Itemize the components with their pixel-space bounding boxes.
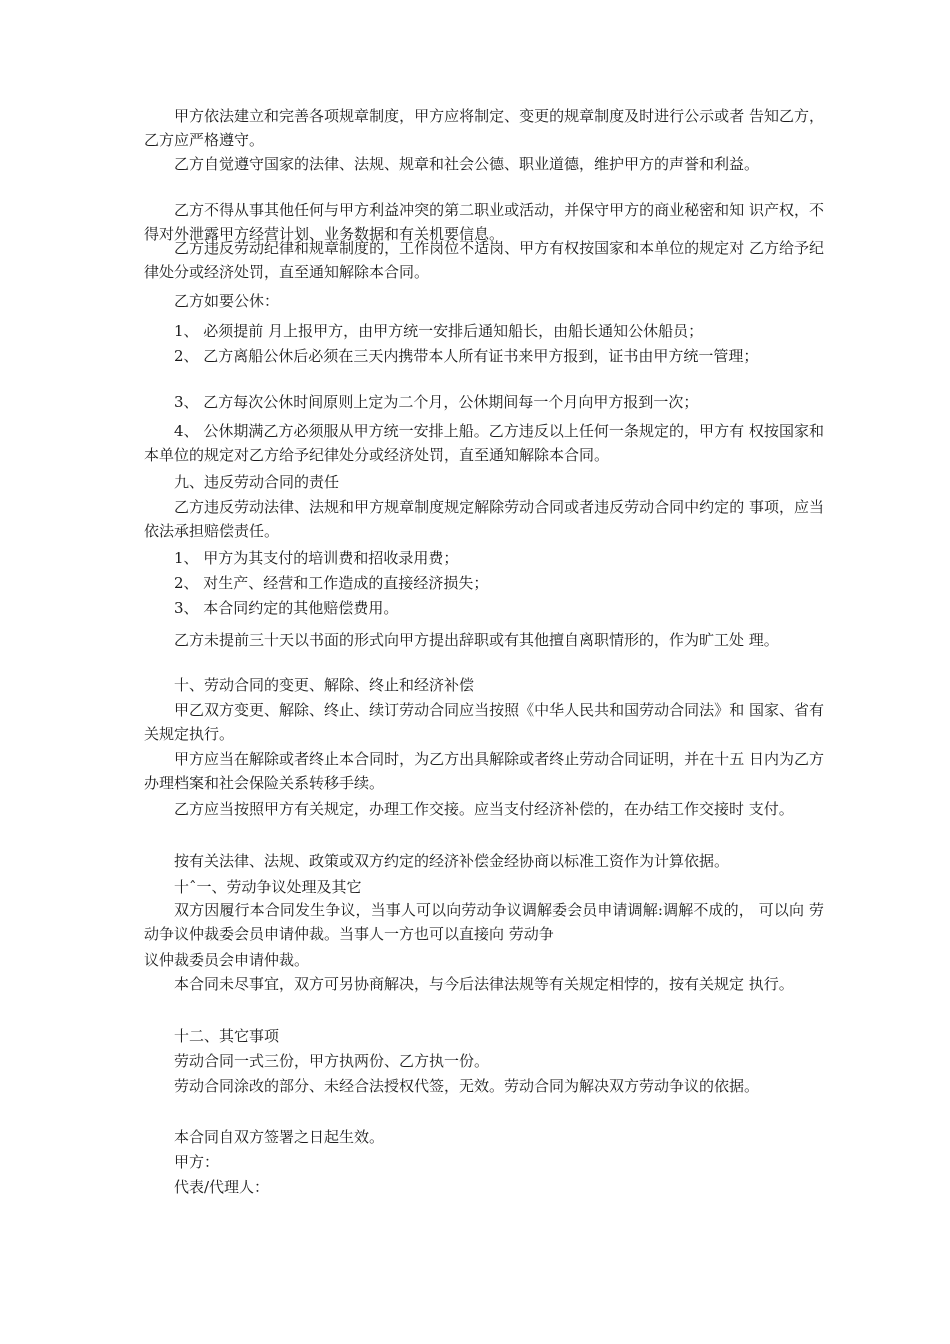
list-item-leave-2: 2、 乙方离船公休后必须在三天内携带本人所有证书来甲方报到，证书由甲方统一管理； [174,347,759,365]
section-heading-12: 十二、其它事项 [174,1027,280,1045]
signature-representative: 代表/代理人： [174,1178,270,1196]
paragraph-leave-heading: 乙方如要公休： [174,292,280,310]
paragraph-obey-laws: 乙方自觉遵守国家的法律、法规、规章和社会公德、职业道德，维护甲方的声誉和利益。 [174,155,760,173]
paragraph-handover: 乙方应当按照甲方有关规定，办理工作交接。应当支付经济补偿的，在办结工作交接时 支付。 [174,800,794,818]
paragraph-compensation-basis: 按有关法律、法规、政策或双方约定的经济补偿金经协商以标准工资作为计算依据。 [174,852,730,870]
paragraph-liability: 乙方违反劳动法律、法规和甲方规章制度规定解除劳动合同或者违反劳动合同中约定的 事项，应当依法承担赔偿责任。 [144,498,824,540]
paragraph-unfinished-matters: 本合同未尽事宜，双方可另协商解决，与今后法律法规等有关规定相悖的，按有关规定 执行。 [174,975,794,993]
section-heading-11: 十ˆ一、劳动争议处理及其它 [174,878,362,896]
paragraph-dispute: 双方因履行本合同发生争议，当事人可以向劳动争议调解委会员申请调解:调解不成的， 可以向 劳动争议仲裁委会员申请仲裁。当事人一方也可以直接向 劳动争 [144,901,824,943]
signature-party-a: 甲方： [174,1153,220,1171]
paragraph-copies: 劳动合同一式三份，甲方执两份、乙方执一份。 [174,1052,490,1070]
paragraph-effective: 本合同自双方签署之日起生效。 [174,1128,385,1146]
list-item-leave-1: 1、 必须提前 月上报甲方，由甲方统一安排后通知船长，由船长通知公休船员； [174,322,704,340]
paragraph-alterations: 劳动合同涂改的部分、未经合法授权代签，无效。劳动合同为解决双方劳动争议的依据。 [174,1077,760,1095]
paragraph-no-side-job: 乙方不得从事其他任何与甲方利益冲突的第二职业或活动，并保守甲方的商业秘密和知 识产权，不得对外泄露甲方经营计划、业务数据和有关机要信息。 [144,201,824,243]
list-item-leave-3: 3、 乙方每次公休时间原则上定为二个月，公休期间每一个月向甲方报到一次； [174,393,699,411]
list-item-liability-2: 2、 对生产、经营和工作造成的直接经济损失； [174,574,489,592]
list-item-liability-1: 1、 甲方为其支付的培训费和招收录用费； [174,549,459,567]
section-heading-10: 十、劳动合同的变更、解除、终止和经济补偿 [174,676,475,694]
list-item-liability-3: 3、 本合同约定的其他赔偿费用。 [174,599,399,617]
paragraph-termination-cert: 甲方应当在解除或者终止本合同时，为乙方出具解除或者终止劳动合同证明，并在十五 日内为乙方办理档案和社会保险关系转移手续。 [144,750,824,792]
section-heading-9: 九、违反劳动合同的责任 [174,473,340,491]
paragraph-rules-disclosure: 甲方依法建立和完善各项规章制度，甲方应将制定、变更的规章制度及时进行公示或者 告知乙方，乙方应严格遵守。 [144,107,824,149]
paragraph-discipline: 乙方违反劳动纪律和规章制度的，工作岗位不适岗、甲方有权按国家和本单位的规定对 乙方给予纪律处分或经济处罚，直至通知解除本合同。 [144,239,824,281]
paragraph-dispute-cont: 议仲裁委员会申请仲裁。 [144,951,310,969]
paragraph-contract-change: 甲乙双方变更、解除、终止、续订劳动合同应当按照《中华人民共和国劳动合同法》和 国家、省有关规定执行。 [144,701,824,743]
list-item-leave-4: 4、 公休期满乙方必须服从甲方统一安排上船。乙方违反以上任何一条规定的，甲方有 权按国家和本单位的规定对乙方给予纪律处分或经济处罚，直至通知解除本合同。 [144,422,824,464]
paragraph-absenteeism: 乙方未提前三十天以书面的形式向甲方提出辞职或有其他擅自离职情形的，作为旷工处 理。 [174,631,779,649]
